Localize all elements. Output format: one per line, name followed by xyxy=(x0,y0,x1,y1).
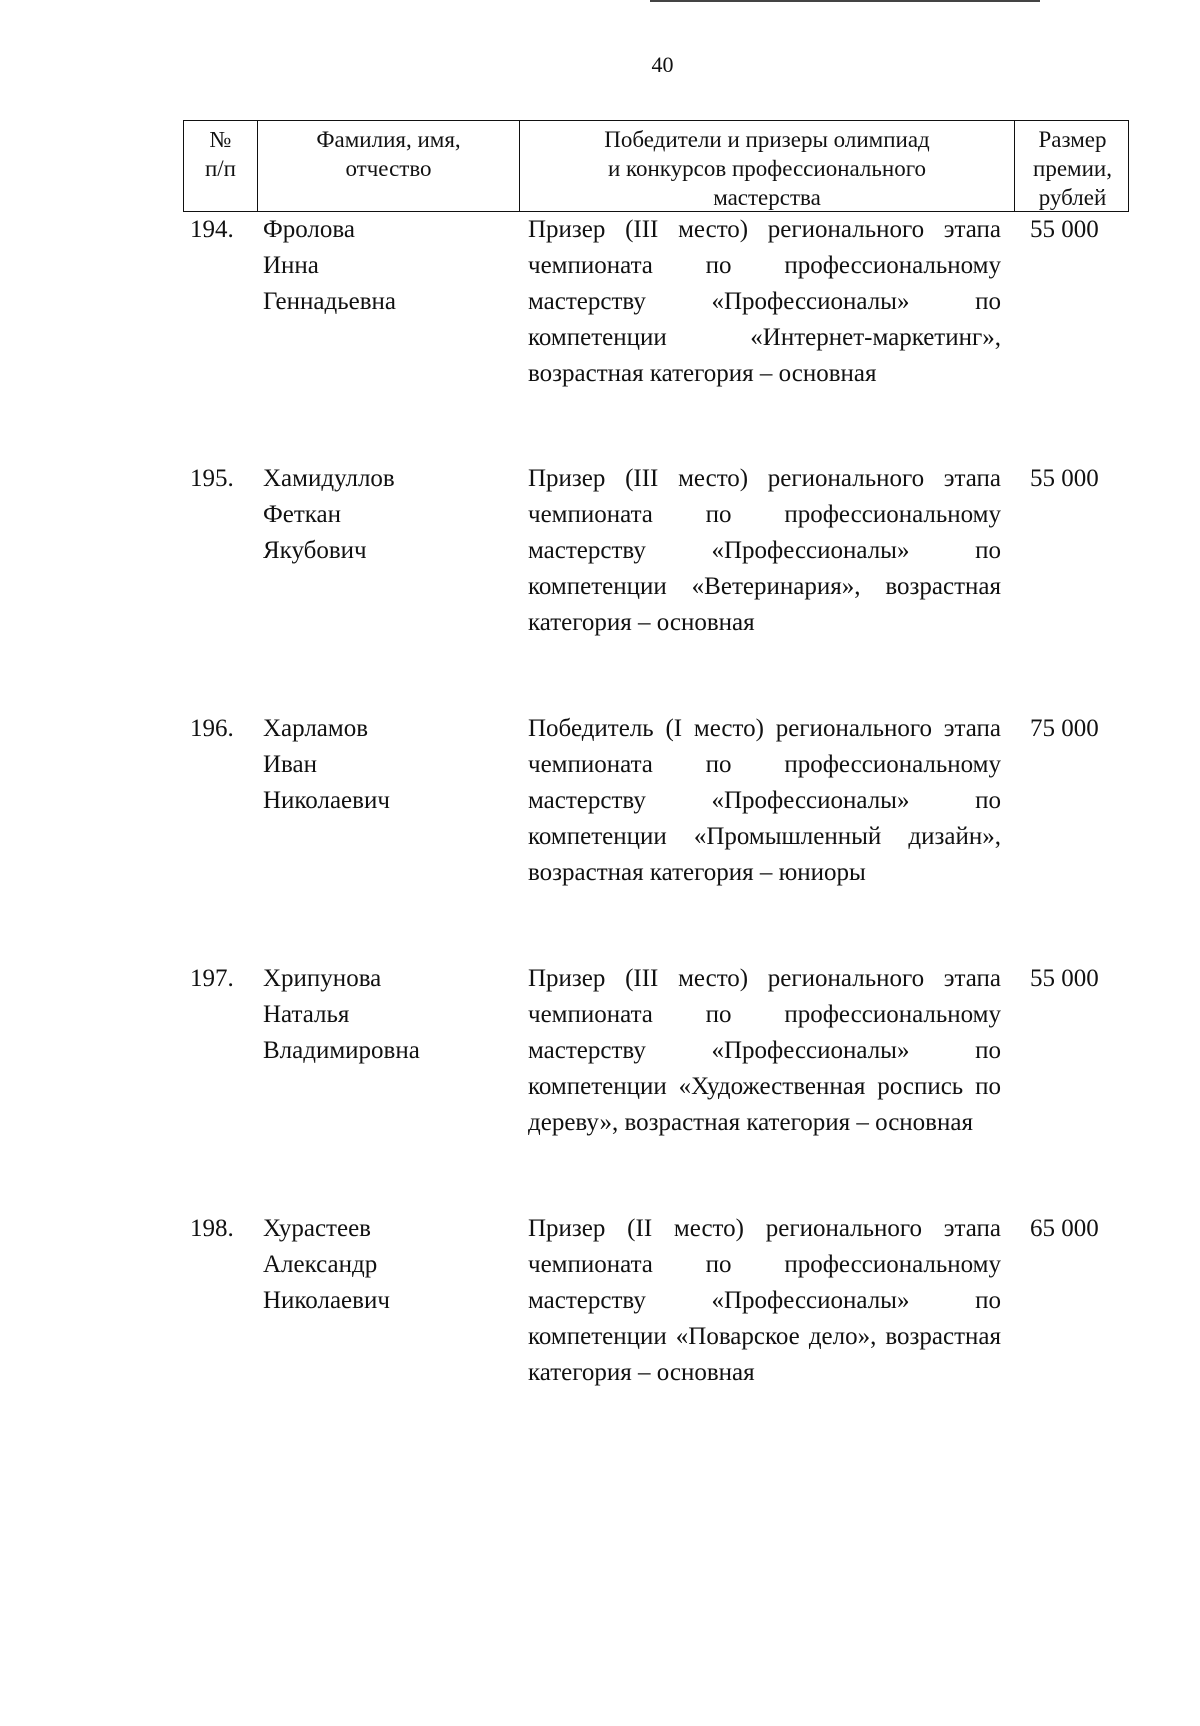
header-competition-line: Победители и призеры олимпиад xyxy=(604,127,930,152)
row-number: 194. xyxy=(190,216,234,243)
row-prize: 75 000 xyxy=(1030,715,1099,742)
row-competition: Призер (III место) регионального этапа чемпионата по профессиональному мастерству «Профессионалы» по компетенции «Ветеринария», возрастная категория – основная xyxy=(528,465,1001,636)
first-name: Феткан xyxy=(263,501,342,528)
surname: Хамидуллов xyxy=(263,465,395,492)
header-name-line: отчество xyxy=(345,156,432,181)
header-number xyxy=(184,121,257,211)
header-prize-line: Размер xyxy=(1038,127,1107,152)
row-name xyxy=(263,212,503,320)
patronymic: Якубович xyxy=(263,537,367,564)
row-competition: Победитель (I место) регионального этапа чемпионата по профессиональному мастерству «Профессионалы» по компетенции «Промышленный дизайн», возрастная категория – юниоры xyxy=(528,715,1001,886)
first-name: Иван xyxy=(263,751,318,778)
header-competition xyxy=(519,121,1014,211)
table-header xyxy=(183,120,1129,212)
header-number-line: № xyxy=(209,127,232,152)
header-prize-line: премии, xyxy=(1033,156,1112,181)
row-competition: Призер (II место) регионального этапа чемпионата по профессиональному мастерству «Профессионалы» по компетенции «Поварское дело», возрастная категория – основная xyxy=(528,1215,1001,1386)
header-prize xyxy=(1014,121,1130,211)
surname: Харламов xyxy=(263,715,369,742)
header-competition-line: мастерства xyxy=(713,185,821,210)
row-number: 195. xyxy=(190,465,234,492)
surname: Хурастеев xyxy=(263,1215,371,1242)
top-rule xyxy=(650,0,1040,2)
row-prize: 55 000 xyxy=(1030,216,1099,243)
first-name: Инна xyxy=(263,252,319,279)
header-number-line: п/п xyxy=(204,156,236,181)
first-name: Наталья xyxy=(263,1001,350,1028)
row-competition: Призер (III место) регионального этапа чемпионата по профессиональному мастерству «Профессионалы» по компетенции «Художественная роспись по дереву», возрастная категория – основная xyxy=(528,965,1001,1136)
row-number: 198. xyxy=(190,1215,234,1242)
patronymic: Николаевич xyxy=(263,787,390,814)
patronymic: Владимировна xyxy=(263,1037,420,1064)
header-competition-line: и конкурсов профессионального xyxy=(607,156,927,181)
row-name xyxy=(263,961,503,1069)
header-name xyxy=(257,121,519,211)
row-number: 197. xyxy=(190,965,234,992)
row-prize: 55 000 xyxy=(1030,965,1099,992)
header-prize-line: рублей xyxy=(1038,185,1107,210)
header-name-line: Фамилия, имя, xyxy=(316,127,461,152)
row-competition: Призер (III место) регионального этапа чемпионата по профессиональному мастерству «Профессионалы» по компетенции «Интернет-маркетинг», возрастная категория – основная xyxy=(528,216,1001,387)
row-name xyxy=(263,711,503,819)
page-number: 40 xyxy=(651,52,674,77)
row-prize: 65 000 xyxy=(1030,1215,1099,1242)
row-prize: 55 000 xyxy=(1030,465,1099,492)
patronymic: Геннадьевна xyxy=(263,288,396,315)
surname: Хрипунова xyxy=(263,965,382,992)
row-name xyxy=(263,1211,503,1319)
surname: Фролова xyxy=(263,216,355,243)
row-name xyxy=(263,461,503,569)
patronymic: Николаевич xyxy=(263,1287,390,1314)
row-number: 196. xyxy=(190,715,234,742)
first-name: Александр xyxy=(263,1251,378,1278)
